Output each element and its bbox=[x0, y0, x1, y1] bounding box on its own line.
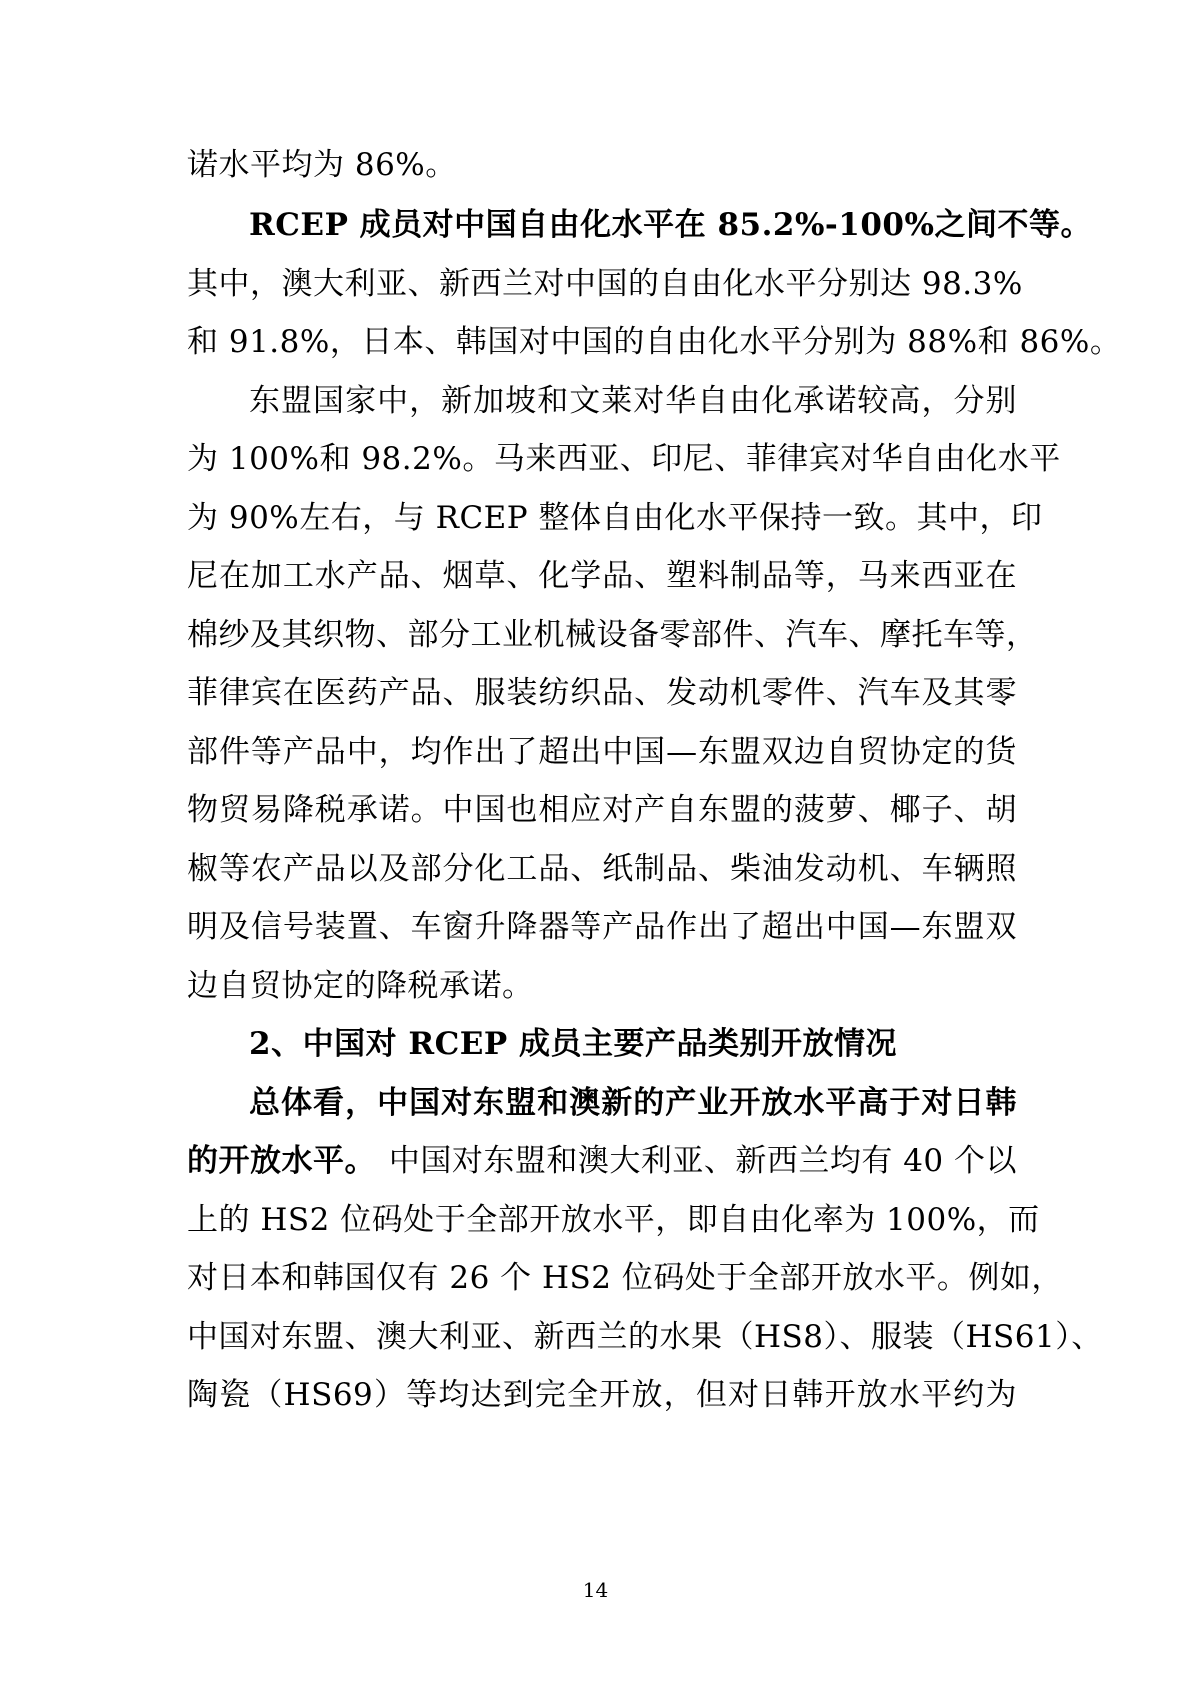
paragraph-line: 和 91.8%，日本、韩国对中国的自由化水平分别为 88%和 86%。 bbox=[187, 324, 1122, 360]
paragraph-line: 上的 HS2 位码处于全部开放水平，即自由化率为 100%，而 bbox=[187, 1202, 1040, 1238]
paragraph-line: 陶瓷（HS69）等均达到完全开放，但对日韩开放水平约为 bbox=[187, 1377, 1017, 1413]
bold-lead-sentence: RCEP 成员对中国自由化水平在 85.2%-100%之间不等。 bbox=[249, 207, 1092, 243]
paragraph-line: 菲律宾在医药产品、服装纺织品、发动机零件、汽车及其零 bbox=[187, 675, 1017, 711]
section-heading: 2、中国对 RCEP 成员主要产品类别开放情况 bbox=[249, 1026, 898, 1062]
paragraph-line: 东盟国家中，新加坡和文莱对华自由化承诺较高，分别 bbox=[249, 383, 1017, 419]
paragraph-line: 边自贸协定的降税承诺。 bbox=[187, 968, 534, 1004]
paragraph-line: 部件等产品中，均作出了超出中国—东盟双边自贸协定的货 bbox=[187, 734, 1017, 770]
paragraph-line: 为 90%左右，与 RCEP 整体自由化水平保持一致。其中，印 bbox=[187, 500, 1043, 536]
paragraph-line: 诺水平均为 86%。 bbox=[187, 147, 457, 183]
paragraph-line: 中国对东盟、澳大利亚、新西兰的水果（HS8）、服装（HS61）、 bbox=[187, 1319, 1103, 1355]
sentence-text: 中国对东盟和澳大利亚、新西兰均有 40 个以 bbox=[388, 1143, 1017, 1179]
paragraph-line: 对日本和韩国仅有 26 个 HS2 位码处于全部开放水平。例如， bbox=[187, 1260, 1063, 1296]
paragraph-line: 为 100%和 98.2%。马来西亚、印尼、菲律宾对华自由化水平 bbox=[187, 441, 1061, 477]
bold-lead-sentence: 总体看，中国对东盟和澳新的产业开放水平高于对日韩 bbox=[249, 1085, 1017, 1121]
paragraph-line: 物贸易降税承诺。中国也相应对产自东盟的菠萝、椰子、胡 bbox=[187, 792, 1017, 828]
paragraph-line: 明及信号装置、车窗升降器等产品作出了超出中国—东盟双 bbox=[187, 909, 1017, 945]
paragraph-line bbox=[187, 1139, 1017, 1183]
paragraph-line: 棉纱及其织物、部分工业机械设备零部件、汽车、摩托车等， bbox=[187, 617, 1038, 653]
page-number: 14 bbox=[582, 1578, 609, 1602]
bold-lead-sentence-end: 的开放水平。 bbox=[187, 1143, 376, 1179]
paragraph-line: 尼在加工水产品、烟草、化学品、塑料制品等，马来西亚在 bbox=[187, 558, 1017, 594]
paragraph-line: 椒等农产品以及部分化工品、纸制品、柴油发动机、车辆照 bbox=[187, 851, 1017, 887]
paragraph-line: 其中，澳大利亚、新西兰对中国的自由化水平分别达 98.3% bbox=[187, 266, 1023, 302]
